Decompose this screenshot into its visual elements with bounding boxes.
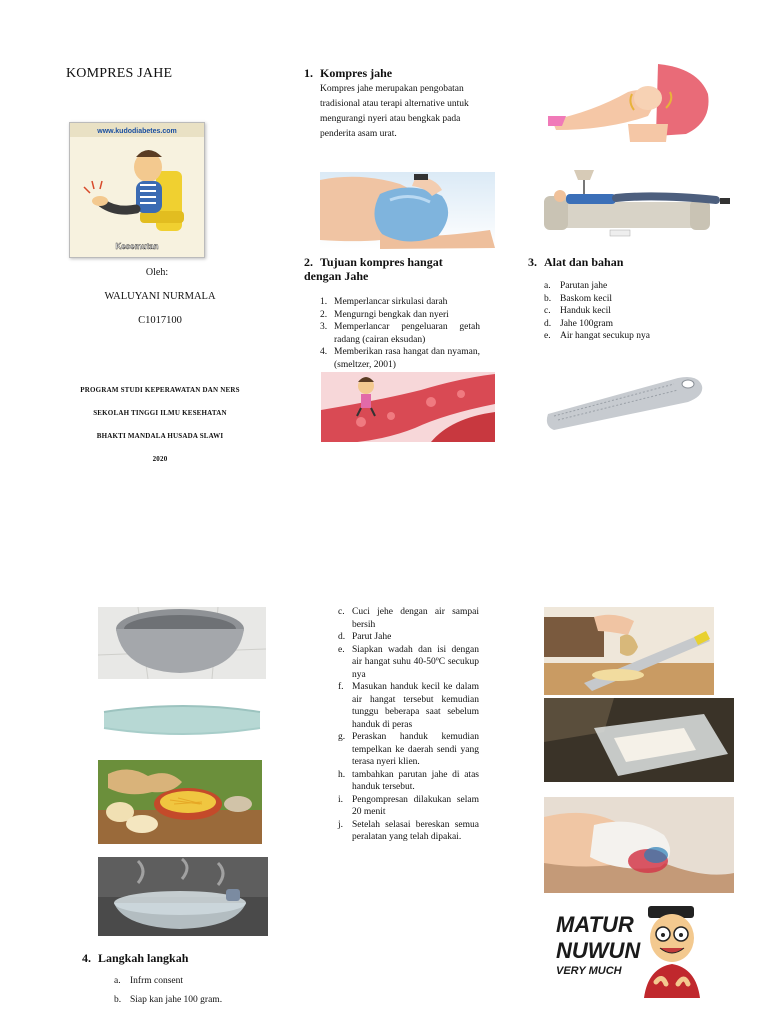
basin-photo <box>98 607 266 679</box>
knee-pain-illustration <box>548 64 716 142</box>
institution-line-2: SEKOLAH TINGGI ILMU KESEHATAN <box>93 409 227 417</box>
list-item: f. Masukan handuk kecil ke dalam air hangat tersebut kemudian tunggu beberapa saat sebelum handuk di peras <box>338 682 479 730</box>
tingling-illustration <box>69 122 205 258</box>
list-item: 2. Mengurngi bengkak dan nyeri <box>320 309 449 320</box>
tools-list <box>544 280 724 343</box>
closing-line-3: VERY MUCH <box>556 965 622 977</box>
list-item: e. Air hangat secukup nya <box>544 331 650 341</box>
section-2-heading: 2. Tujuan kompres hangat dengan Jahe <box>304 255 443 283</box>
list-item: d. Parut Jahe <box>338 632 392 642</box>
list-item: b. Baskom kecil <box>544 293 612 304</box>
section-1-heading: 1. Kompres jahe <box>304 66 393 80</box>
image-caption: Kesemutan <box>115 242 159 251</box>
list-item: c. Cuci jehe dengan air sampai bersih <box>338 607 479 630</box>
list-item: a. Infrm consent <box>114 976 184 986</box>
closing-line-1: MATUR <box>556 912 634 937</box>
towel-in-water-photo <box>544 698 734 782</box>
thank-you-illustration <box>552 902 712 1002</box>
institution-line-3: BHAKTI MANDALA HUSADA SLAWI <box>96 432 224 440</box>
publication-year: 2020 <box>152 455 168 463</box>
student-id: C1017100 <box>138 315 182 326</box>
list-item: h. tambahkan parutan jahe di atas handuk tersebut. <box>338 769 479 792</box>
ice-pack-ankle-photo <box>320 172 495 249</box>
list-item: d. Jahe 100gram <box>544 318 614 329</box>
list-item: j. Setelah selasai bereskan semua peralatan yang telah dipakai. <box>338 819 479 842</box>
by-label: Oleh: <box>145 267 169 278</box>
blood-vessel-illustration <box>321 372 495 442</box>
grater-photo <box>544 370 710 432</box>
steps-list-start <box>114 972 284 1010</box>
compress-on-knee-photo <box>544 797 734 893</box>
list-item: c. Handuk kecil <box>544 306 611 316</box>
section-4-heading: 4. Langkah langkah <box>82 951 189 965</box>
list-item: i. Pengompresan dilakukan selam 20 menit <box>338 794 479 817</box>
goals-list <box>320 296 480 371</box>
ginger-photo <box>98 760 262 844</box>
image-url-label: www.kudodiabetes.com <box>97 128 177 135</box>
list-item: g. Peraskan handuk kemudian tempelkan ke daerah sendi yang terasa nyeri klien. <box>338 732 479 767</box>
institution-line-1: PROGRAM STUDI KEPERAWATAN DAN NERS <box>80 386 240 394</box>
towel-photo <box>98 696 266 740</box>
section-3-heading: 3. Alat dan bahan <box>528 255 624 269</box>
warm-water-bowl-photo <box>98 857 268 936</box>
closing-line-2: NUWUN <box>556 938 641 963</box>
author-name: WALUYANI NURMALA <box>104 291 216 302</box>
list-item: 1. Memperlancar sirkulasi darah <box>320 297 448 307</box>
brochure-title: KOMPRES JAHE <box>66 66 173 81</box>
list-item: 3. Memperlancar pengeluaran getah radang (cairan eksudan) <box>320 322 480 345</box>
resting-on-sofa-illustration <box>544 160 736 238</box>
list-item: 4. Memberikan rasa hangat dan nyaman, (smeltzer, 2001) <box>320 347 480 370</box>
steps-list-continued <box>338 606 479 844</box>
section-1-body: Kompres jahe merupakan pengobatan tradisional atau terapi alternative untuk mengurangi nyeri atau bengkak pada penderita asam urat. <box>320 84 469 139</box>
grating-ginger-photo <box>544 607 714 695</box>
list-item: a. Parutan jahe <box>544 281 608 291</box>
list-item: e. Siapkan wadah dan isi dengan air hangat suhu 40-50ºC secukup nya <box>338 644 479 680</box>
list-item: b. Siap kan jahe 100 gram. <box>114 995 223 1005</box>
